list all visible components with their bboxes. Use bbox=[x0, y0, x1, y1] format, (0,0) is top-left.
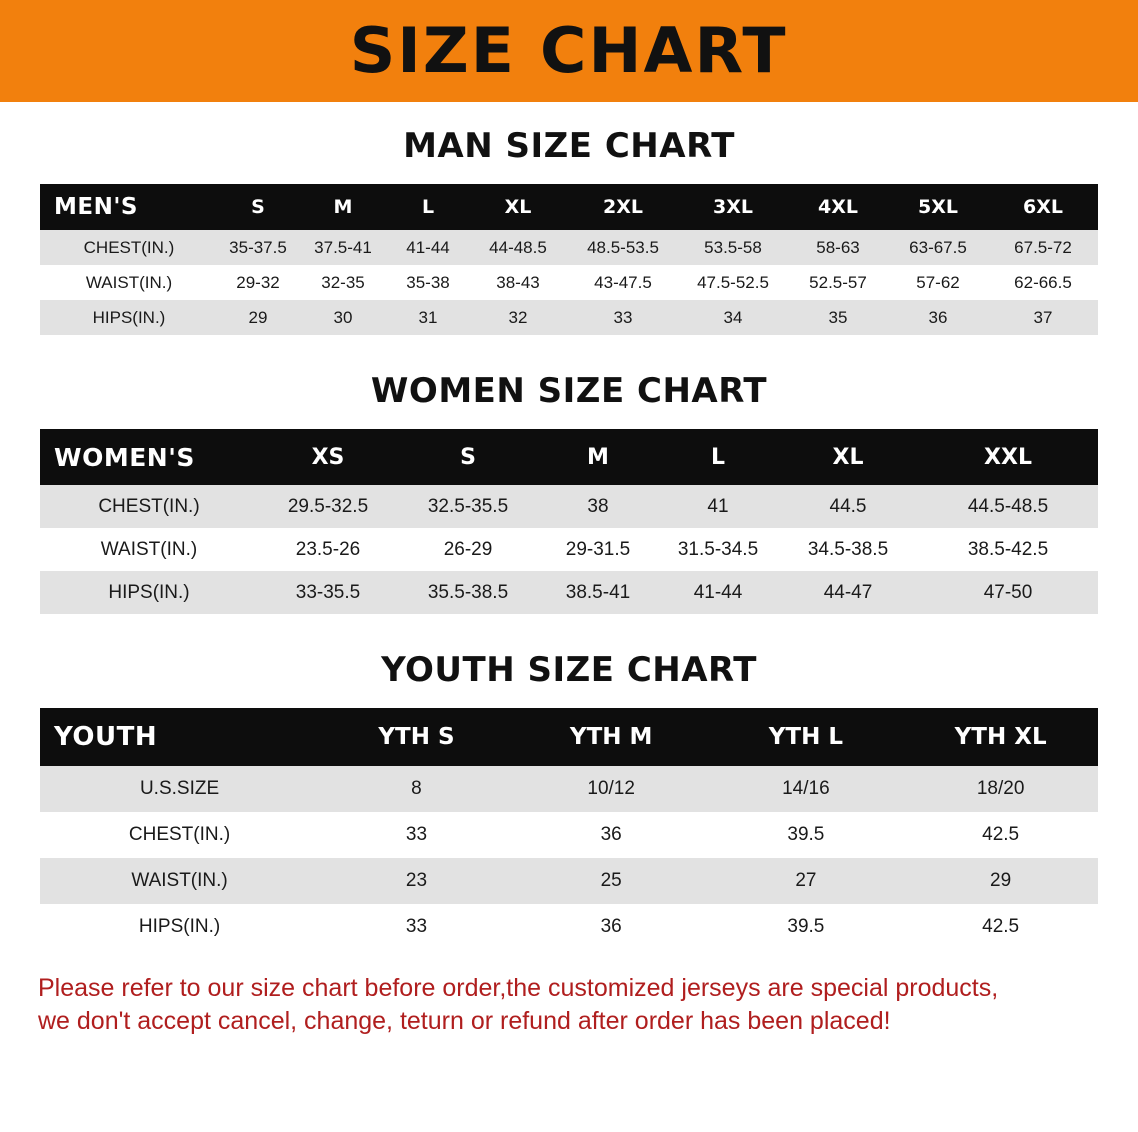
youth-row-label-waist: WAIST(IN.) bbox=[40, 858, 319, 904]
men-col-l: L bbox=[388, 184, 468, 230]
women-chest-xl: 44.5 bbox=[778, 485, 918, 528]
youth-hips-xl: 42.5 bbox=[903, 904, 1098, 950]
women-col-xl: XL bbox=[778, 429, 918, 485]
men-size-table-wrapper bbox=[40, 184, 1098, 335]
women-waist-s: 26-29 bbox=[398, 528, 538, 571]
table-row bbox=[40, 766, 1098, 812]
women-row-label-chest: CHEST(IN.) bbox=[40, 485, 258, 528]
men-col-2xl: 2XL bbox=[568, 184, 678, 230]
youth-row-label-ussize: U.S.SIZE bbox=[40, 766, 319, 812]
men-row-label-waist: WAIST(IN.) bbox=[40, 265, 218, 300]
women-chest-xxl: 44.5-48.5 bbox=[918, 485, 1098, 528]
youth-waist-s: 23 bbox=[319, 858, 514, 904]
men-col-4xl: 4XL bbox=[788, 184, 888, 230]
table-row bbox=[40, 812, 1098, 858]
women-waist-xl: 34.5-38.5 bbox=[778, 528, 918, 571]
men-hips-6xl: 37 bbox=[988, 300, 1098, 335]
table-row bbox=[40, 485, 1098, 528]
table-row bbox=[40, 858, 1098, 904]
table-row bbox=[40, 571, 1098, 614]
men-col-xl: XL bbox=[468, 184, 568, 230]
women-waist-xs: 23.5-26 bbox=[258, 528, 398, 571]
table-row bbox=[40, 230, 1098, 265]
section-title-women: WOMEN SIZE CHART bbox=[370, 371, 768, 411]
women-row-label-hips: HIPS(IN.) bbox=[40, 571, 258, 614]
table-header-row bbox=[40, 184, 1098, 230]
table-row bbox=[40, 265, 1098, 300]
men-waist-4xl: 52.5-57 bbox=[788, 265, 888, 300]
women-col-xxl: XXL bbox=[918, 429, 1098, 485]
table-header-row bbox=[40, 429, 1098, 485]
policy-note-line1: Please refer to our size chart before order,the customized jerseys are special products, bbox=[38, 974, 999, 1002]
section-title-man: MAN SIZE CHART bbox=[403, 126, 735, 166]
men-col-6xl: 6XL bbox=[988, 184, 1098, 230]
policy-note bbox=[38, 972, 1100, 1039]
youth-chest-s: 33 bbox=[319, 812, 514, 858]
youth-col-s: YTH S bbox=[319, 708, 514, 766]
men-col-3xl: 3XL bbox=[678, 184, 788, 230]
table-header-row bbox=[40, 708, 1098, 766]
men-size-table bbox=[40, 184, 1098, 335]
section-title-youth: YOUTH SIZE CHART bbox=[381, 650, 757, 690]
women-hips-s: 35.5-38.5 bbox=[398, 571, 538, 614]
women-size-table bbox=[40, 429, 1098, 614]
page-title: SIZE CHART bbox=[350, 14, 788, 87]
women-col-l: L bbox=[658, 429, 778, 485]
men-col-label: MEN'S bbox=[40, 184, 218, 230]
men-col-s: S bbox=[218, 184, 298, 230]
men-waist-l: 35-38 bbox=[388, 265, 468, 300]
women-hips-m: 38.5-41 bbox=[538, 571, 658, 614]
men-waist-2xl: 43-47.5 bbox=[568, 265, 678, 300]
table-row bbox=[40, 300, 1098, 335]
men-hips-xl: 32 bbox=[468, 300, 568, 335]
youth-waist-xl: 29 bbox=[903, 858, 1098, 904]
men-row-label-hips: HIPS(IN.) bbox=[40, 300, 218, 335]
men-waist-6xl: 62-66.5 bbox=[988, 265, 1098, 300]
men-hips-4xl: 35 bbox=[788, 300, 888, 335]
men-chest-2xl: 48.5-53.5 bbox=[568, 230, 678, 265]
men-chest-3xl: 53.5-58 bbox=[678, 230, 788, 265]
men-chest-m: 37.5-41 bbox=[298, 230, 388, 265]
youth-chest-l: 39.5 bbox=[709, 812, 904, 858]
page-banner bbox=[0, 0, 1138, 102]
youth-ussize-l: 14/16 bbox=[709, 766, 904, 812]
youth-col-m: YTH M bbox=[514, 708, 709, 766]
youth-col-l: YTH L bbox=[709, 708, 904, 766]
youth-col-label: YOUTH bbox=[40, 708, 319, 766]
men-waist-xl: 38-43 bbox=[468, 265, 568, 300]
women-waist-xxl: 38.5-42.5 bbox=[918, 528, 1098, 571]
table-row bbox=[40, 904, 1098, 950]
youth-waist-l: 27 bbox=[709, 858, 904, 904]
women-hips-xxl: 47-50 bbox=[918, 571, 1098, 614]
youth-chest-xl: 42.5 bbox=[903, 812, 1098, 858]
women-col-xs: XS bbox=[258, 429, 398, 485]
men-col-5xl: 5XL bbox=[888, 184, 988, 230]
women-col-m: M bbox=[538, 429, 658, 485]
youth-ussize-xl: 18/20 bbox=[903, 766, 1098, 812]
men-chest-6xl: 67.5-72 bbox=[988, 230, 1098, 265]
youth-hips-s: 33 bbox=[319, 904, 514, 950]
youth-row-label-chest: CHEST(IN.) bbox=[40, 812, 319, 858]
women-chest-xs: 29.5-32.5 bbox=[258, 485, 398, 528]
youth-size-table-wrapper bbox=[40, 708, 1098, 950]
youth-row-label-hips: HIPS(IN.) bbox=[40, 904, 319, 950]
policy-note-line2: we don't accept cancel, change, teturn or refund after order has been placed! bbox=[38, 1007, 891, 1036]
men-row-label-chest: CHEST(IN.) bbox=[40, 230, 218, 265]
youth-waist-m: 25 bbox=[514, 858, 709, 904]
youth-size-table bbox=[40, 708, 1098, 950]
men-hips-5xl: 36 bbox=[888, 300, 988, 335]
men-waist-5xl: 57-62 bbox=[888, 265, 988, 300]
men-waist-s: 29-32 bbox=[218, 265, 298, 300]
men-waist-3xl: 47.5-52.5 bbox=[678, 265, 788, 300]
youth-col-xl: YTH XL bbox=[903, 708, 1098, 766]
men-hips-2xl: 33 bbox=[568, 300, 678, 335]
men-chest-xl: 44-48.5 bbox=[468, 230, 568, 265]
youth-ussize-m: 10/12 bbox=[514, 766, 709, 812]
women-row-label-waist: WAIST(IN.) bbox=[40, 528, 258, 571]
women-waist-l: 31.5-34.5 bbox=[658, 528, 778, 571]
youth-ussize-s: 8 bbox=[319, 766, 514, 812]
men-waist-m: 32-35 bbox=[298, 265, 388, 300]
women-waist-m: 29-31.5 bbox=[538, 528, 658, 571]
men-chest-4xl: 58-63 bbox=[788, 230, 888, 265]
women-chest-l: 41 bbox=[658, 485, 778, 528]
youth-hips-m: 36 bbox=[514, 904, 709, 950]
men-hips-3xl: 34 bbox=[678, 300, 788, 335]
women-hips-xl: 44-47 bbox=[778, 571, 918, 614]
men-hips-m: 30 bbox=[298, 300, 388, 335]
women-hips-xs: 33-35.5 bbox=[258, 571, 398, 614]
table-row bbox=[40, 528, 1098, 571]
women-hips-l: 41-44 bbox=[658, 571, 778, 614]
women-size-table-wrapper bbox=[40, 429, 1098, 614]
youth-chest-m: 36 bbox=[514, 812, 709, 858]
men-chest-5xl: 63-67.5 bbox=[888, 230, 988, 265]
women-chest-s: 32.5-35.5 bbox=[398, 485, 538, 528]
men-hips-s: 29 bbox=[218, 300, 298, 335]
women-col-s: S bbox=[398, 429, 538, 485]
men-chest-l: 41-44 bbox=[388, 230, 468, 265]
women-chest-m: 38 bbox=[538, 485, 658, 528]
men-col-m: M bbox=[298, 184, 388, 230]
men-chest-s: 35-37.5 bbox=[218, 230, 298, 265]
men-hips-l: 31 bbox=[388, 300, 468, 335]
women-col-label: WOMEN'S bbox=[40, 429, 258, 485]
youth-hips-l: 39.5 bbox=[709, 904, 904, 950]
